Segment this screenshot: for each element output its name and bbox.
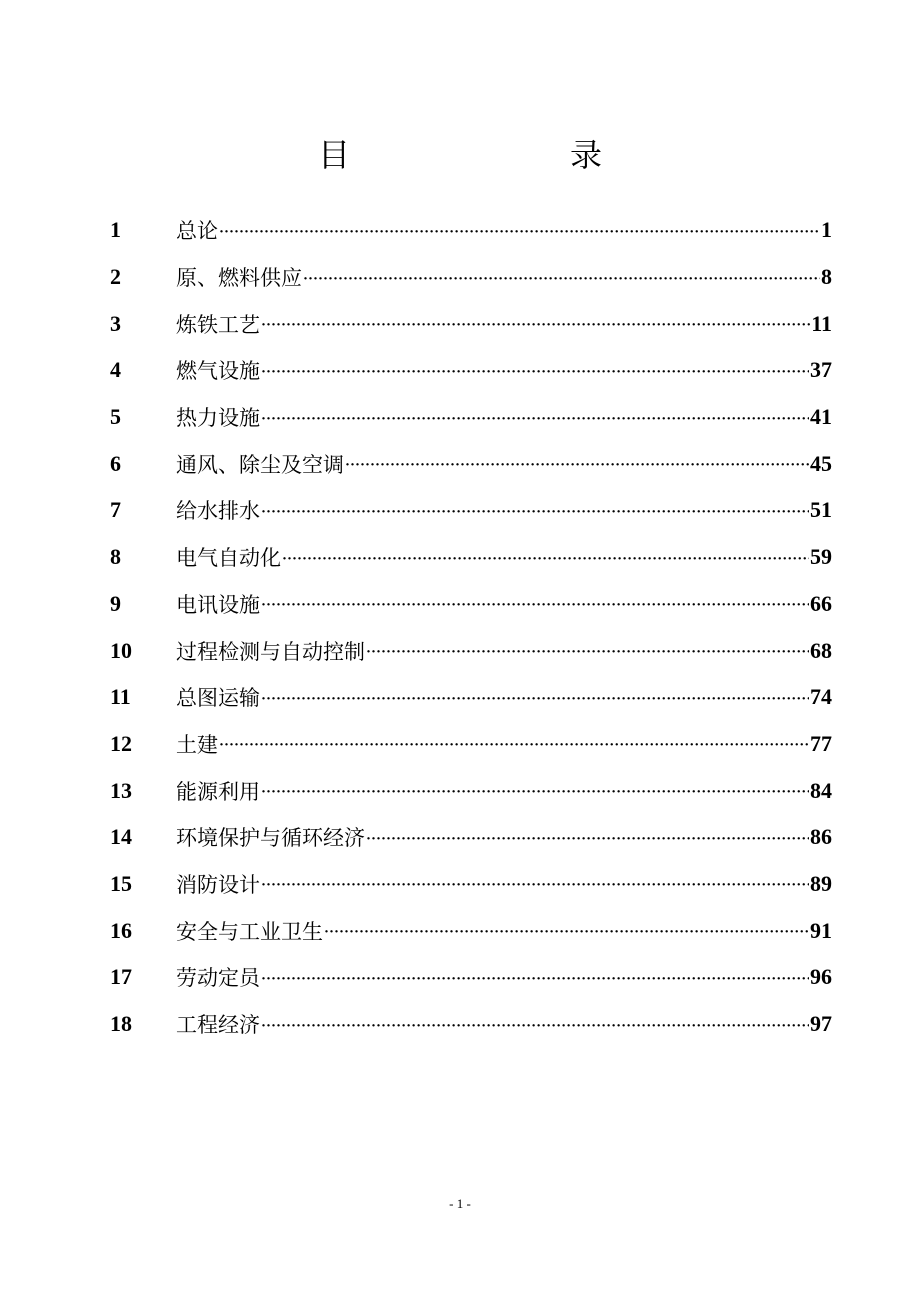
toc-entry-label: 给水排水 [176, 499, 260, 524]
toc-entry-number: 18 [110, 1011, 132, 1037]
toc-list [110, 207, 832, 1047]
toc-dot-leader [261, 878, 809, 893]
toc-entry-number: 5 [110, 404, 121, 430]
toc-entry-page: 74 [810, 684, 832, 710]
toc-dot-leader [366, 832, 809, 847]
toc-entry-number: 10 [110, 637, 132, 663]
toc-entry-page: 37 [810, 357, 832, 383]
toc-entry[interactable] [110, 674, 832, 721]
toc-entry[interactable] [110, 394, 832, 441]
toc-entry-label: 炼铁工艺 [176, 312, 260, 337]
toc-entry-label: 安全与工业卫生 [176, 919, 323, 944]
toc-entry-label: 总图运输 [176, 686, 260, 711]
toc-entry-label: 燃气设施 [176, 359, 260, 384]
toc-dot-leader [261, 1019, 809, 1034]
toc-dot-leader [345, 458, 809, 473]
toc-entry[interactable] [110, 954, 832, 1001]
toc-entry-label: 消防设计 [176, 872, 260, 897]
toc-dot-leader [219, 225, 820, 240]
toc-entry-number: 12 [110, 730, 132, 756]
toc-entry-label: 工程经济 [176, 1013, 260, 1038]
toc-dot-leader [261, 598, 809, 613]
toc-entry-number: 15 [110, 870, 132, 896]
toc-entry[interactable] [110, 207, 832, 254]
toc-entry-number: 6 [110, 450, 121, 476]
toc-entry-page: 8 [821, 264, 832, 290]
toc-entry-number: 9 [110, 590, 121, 616]
toc-entry[interactable] [110, 440, 832, 487]
toc-entry-number: 13 [110, 777, 132, 803]
toc-entry[interactable] [110, 534, 832, 581]
toc-dot-leader [261, 365, 809, 380]
toc-entry[interactable] [110, 254, 832, 301]
toc-entry-page: 97 [810, 1011, 832, 1037]
toc-entry[interactable] [110, 721, 832, 768]
toc-entry[interactable] [110, 1001, 832, 1048]
toc-dot-leader [261, 785, 809, 800]
toc-entry-number: 11 [110, 684, 131, 710]
toc-entry-number: 3 [110, 310, 121, 336]
toc-entry-number: 4 [110, 357, 121, 383]
toc-entry-label: 劳动定员 [176, 966, 260, 991]
toc-entry-page: 84 [810, 777, 832, 803]
toc-entry-label: 土建 [176, 732, 218, 757]
toc-entry[interactable] [110, 767, 832, 814]
toc-dot-leader [324, 925, 809, 940]
toc-entry-label: 总论 [176, 219, 218, 244]
toc-entry[interactable] [110, 627, 832, 674]
toc-entry-number: 1 [110, 217, 121, 243]
toc-dot-leader [261, 318, 810, 333]
toc-dot-leader [282, 552, 809, 567]
toc-dot-leader [261, 692, 809, 707]
toc-entry[interactable] [110, 814, 832, 861]
toc-dot-leader [366, 645, 809, 660]
toc-dot-leader [303, 272, 820, 287]
toc-entry[interactable] [110, 861, 832, 908]
toc-entry-number: 17 [110, 964, 132, 990]
toc-entry-page: 86 [810, 824, 832, 850]
toc-entry-number: 8 [110, 544, 121, 570]
toc-entry-page: 77 [810, 730, 832, 756]
toc-entry[interactable] [110, 907, 832, 954]
toc-entry-number: 7 [110, 497, 121, 523]
toc-entry-label: 环境保护与循环经济 [176, 826, 365, 851]
toc-entry-label: 电气自动化 [176, 546, 281, 571]
toc-entry-page: 66 [810, 590, 832, 616]
toc-entry[interactable] [110, 487, 832, 534]
toc-title: 目 录 [317, 136, 654, 174]
toc-entry-page: 89 [810, 870, 832, 896]
toc-entry-label: 电讯设施 [176, 592, 260, 617]
toc-entry-page: 59 [810, 544, 832, 570]
toc-entry-page: 1 [821, 217, 832, 243]
toc-dot-leader [261, 412, 809, 427]
toc-entry-page: 11 [811, 310, 832, 336]
toc-entry-label: 原、燃料供应 [176, 266, 302, 291]
toc-entry[interactable] [110, 300, 832, 347]
toc-entry-page: 96 [810, 964, 832, 990]
toc-entry-label: 能源利用 [176, 779, 260, 804]
toc-entry-number: 14 [110, 824, 132, 850]
toc-entry[interactable] [110, 347, 832, 394]
toc-entry-number: 16 [110, 917, 132, 943]
toc-entry-page: 51 [810, 497, 832, 523]
toc-entry-number: 2 [110, 264, 121, 290]
toc-entry-label: 过程检测与自动控制 [176, 639, 365, 664]
toc-entry-label: 热力设施 [176, 406, 260, 431]
toc-entry-label: 通风、除尘及空调 [176, 452, 344, 477]
toc-entry[interactable] [110, 581, 832, 628]
toc-entry-page: 45 [810, 450, 832, 476]
toc-entry-page: 41 [810, 404, 832, 430]
page-number: - 1 - [449, 1196, 471, 1211]
toc-dot-leader [261, 972, 809, 987]
toc-dot-leader [261, 505, 809, 520]
toc-entry-page: 68 [810, 637, 832, 663]
toc-dot-leader [219, 738, 809, 753]
toc-entry-page: 91 [810, 917, 832, 943]
